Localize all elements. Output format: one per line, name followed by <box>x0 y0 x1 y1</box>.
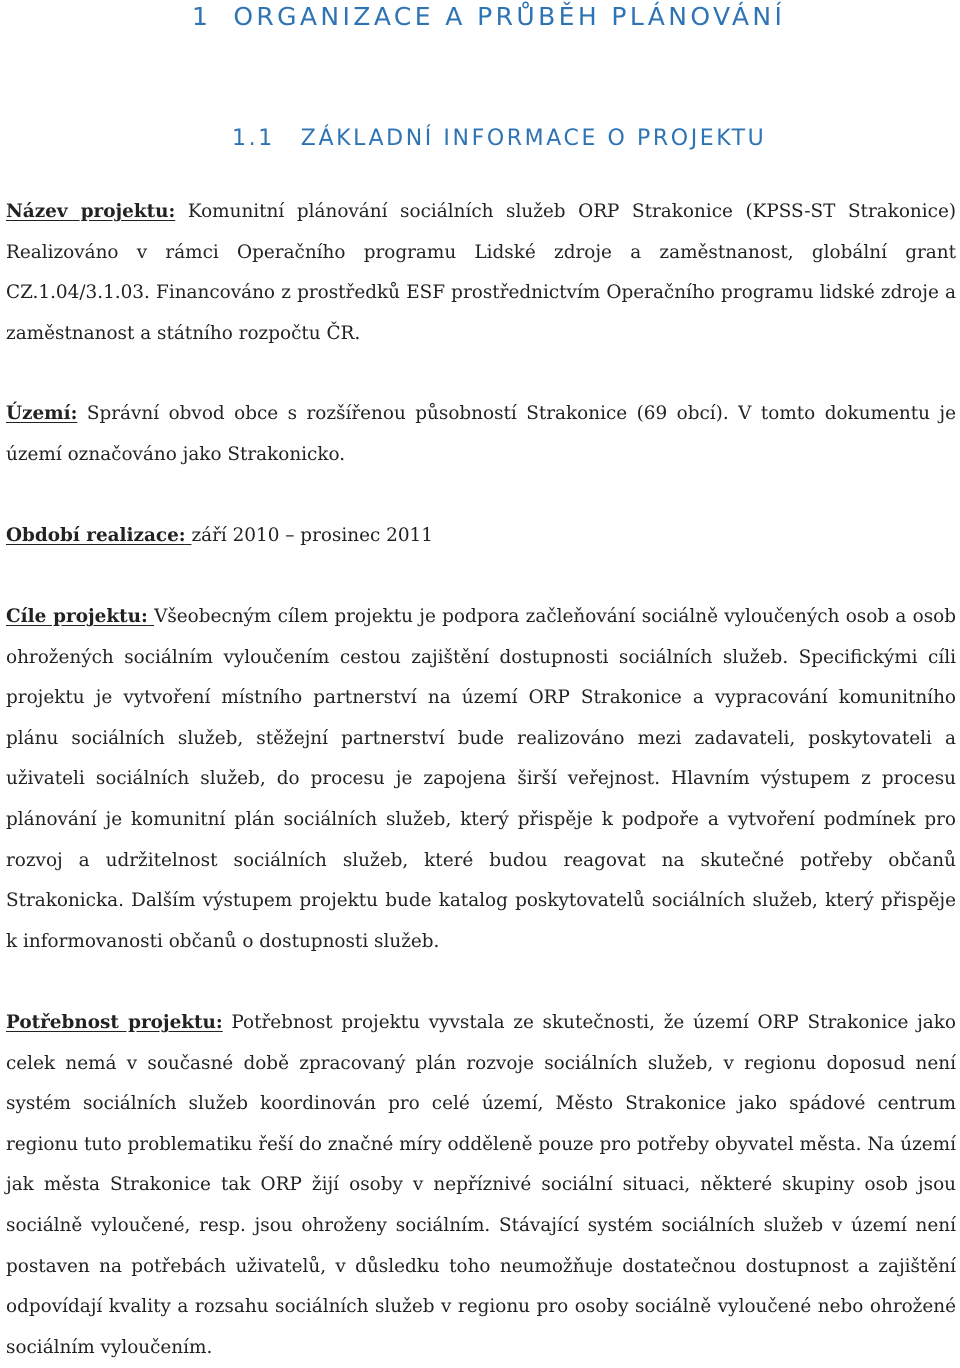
period-text: září 2010 – prosinec 2011 <box>191 525 433 546</box>
chapter-heading <box>192 2 785 31</box>
territory-paragraph <box>6 394 956 475</box>
period-label: Období realizace: <box>6 525 186 546</box>
territory-label: Území: <box>6 403 78 424</box>
section-heading <box>232 126 766 151</box>
goals-paragraph <box>6 597 956 962</box>
project-name-text: Komunitní plánování sociálních služeb ORP Strakonice (KPSS-ST Strakonice) Realizováno v rámci Operačního programu Lidské zdroje a zaměstnanost, globální grant CZ.1.04/3.1.03. Financováno z prostředků ESF prostřednictvím Operačního programu lidské zdroje a zaměstnanost a státního rozpočtu ČR. <box>6 201 956 344</box>
project-name-paragraph <box>6 192 956 354</box>
need-text: Potřebnost projektu vyvstala ze skutečnosti, že území ORP Strakonice jako celek nemá v současné době zpracovaný plán rozvoje sociálních služeb, v regionu doposud není systém sociálních služeb koordinován pro celé území, Město Strakonice jako spádové centrum regionu tuto problematiku řeší do značné míry odděleně pouze pro potřeby obyvatel města. Na území jak města Strakonice tak ORP žijí osoby v nepříznivé sociální situaci, některé skupiny osob jsou sociálně vyloučené, resp. jsou ohroženy sociálním. Stávající systém sociálních služeb v území není postaven na potřebách uživatelů, v důsledku toho neumožňuje dostatečnou dostupnost a zajištění odpovídají kvality a rozsahu sociálních služeb v regionu pro osoby sociálně vyloučené nebo ohrožené sociálním vyloučením. <box>6 1012 956 1358</box>
period-paragraph <box>6 516 956 557</box>
project-name-label: Název projektu: <box>6 201 176 222</box>
chapter-title: ORGANIZACE A PRŮBĚH PLÁNOVÁNÍ <box>233 2 786 31</box>
need-label: Potřebnost projektu: <box>6 1012 223 1033</box>
section-number: 1.1 <box>232 126 275 151</box>
goals-text: Všeobecným cílem projektu je podpora začleňování sociálně vyloučených osob a osob ohrožených sociálním vyloučením cestou zajištění dostupnosti sociálních služeb. Specifickými cíli projektu je vytvoření místního partnerství na území ORP Strakonice a vypracování komunitního plánu sociálních služeb, stěžejní partnerství bude realizováno mezi zadavateli, poskytovateli a uživateli sociálních služeb, do procesu je zapojena širší veřejnost. Hlavním výstupem z procesu plánování je komunitní plán sociálních služeb, který přispěje k podpoře a vytvoření podmínek pro rozvoj a udržitelnost sociálních služeb, které budou reagovat na skutečné potřeby občanů Strakonicka. Dalším výstupem projektu bude katalog poskytovatelů sociálních služeb, který přispěje k informovanosti občanů o dostupnosti služeb. <box>6 606 957 952</box>
chapter-number: 1 <box>192 2 212 31</box>
territory-text: Správní obvod obce s rozšířenou působností Strakonice (69 obcí). V tomto dokumentu je území označováno jako Strakonicko. <box>6 403 956 465</box>
goals-label: Cíle projektu: <box>6 606 148 627</box>
section-title: ZÁKLADNÍ INFORMACE O PROJEKTU <box>300 126 767 151</box>
need-paragraph <box>6 1003 956 1368</box>
